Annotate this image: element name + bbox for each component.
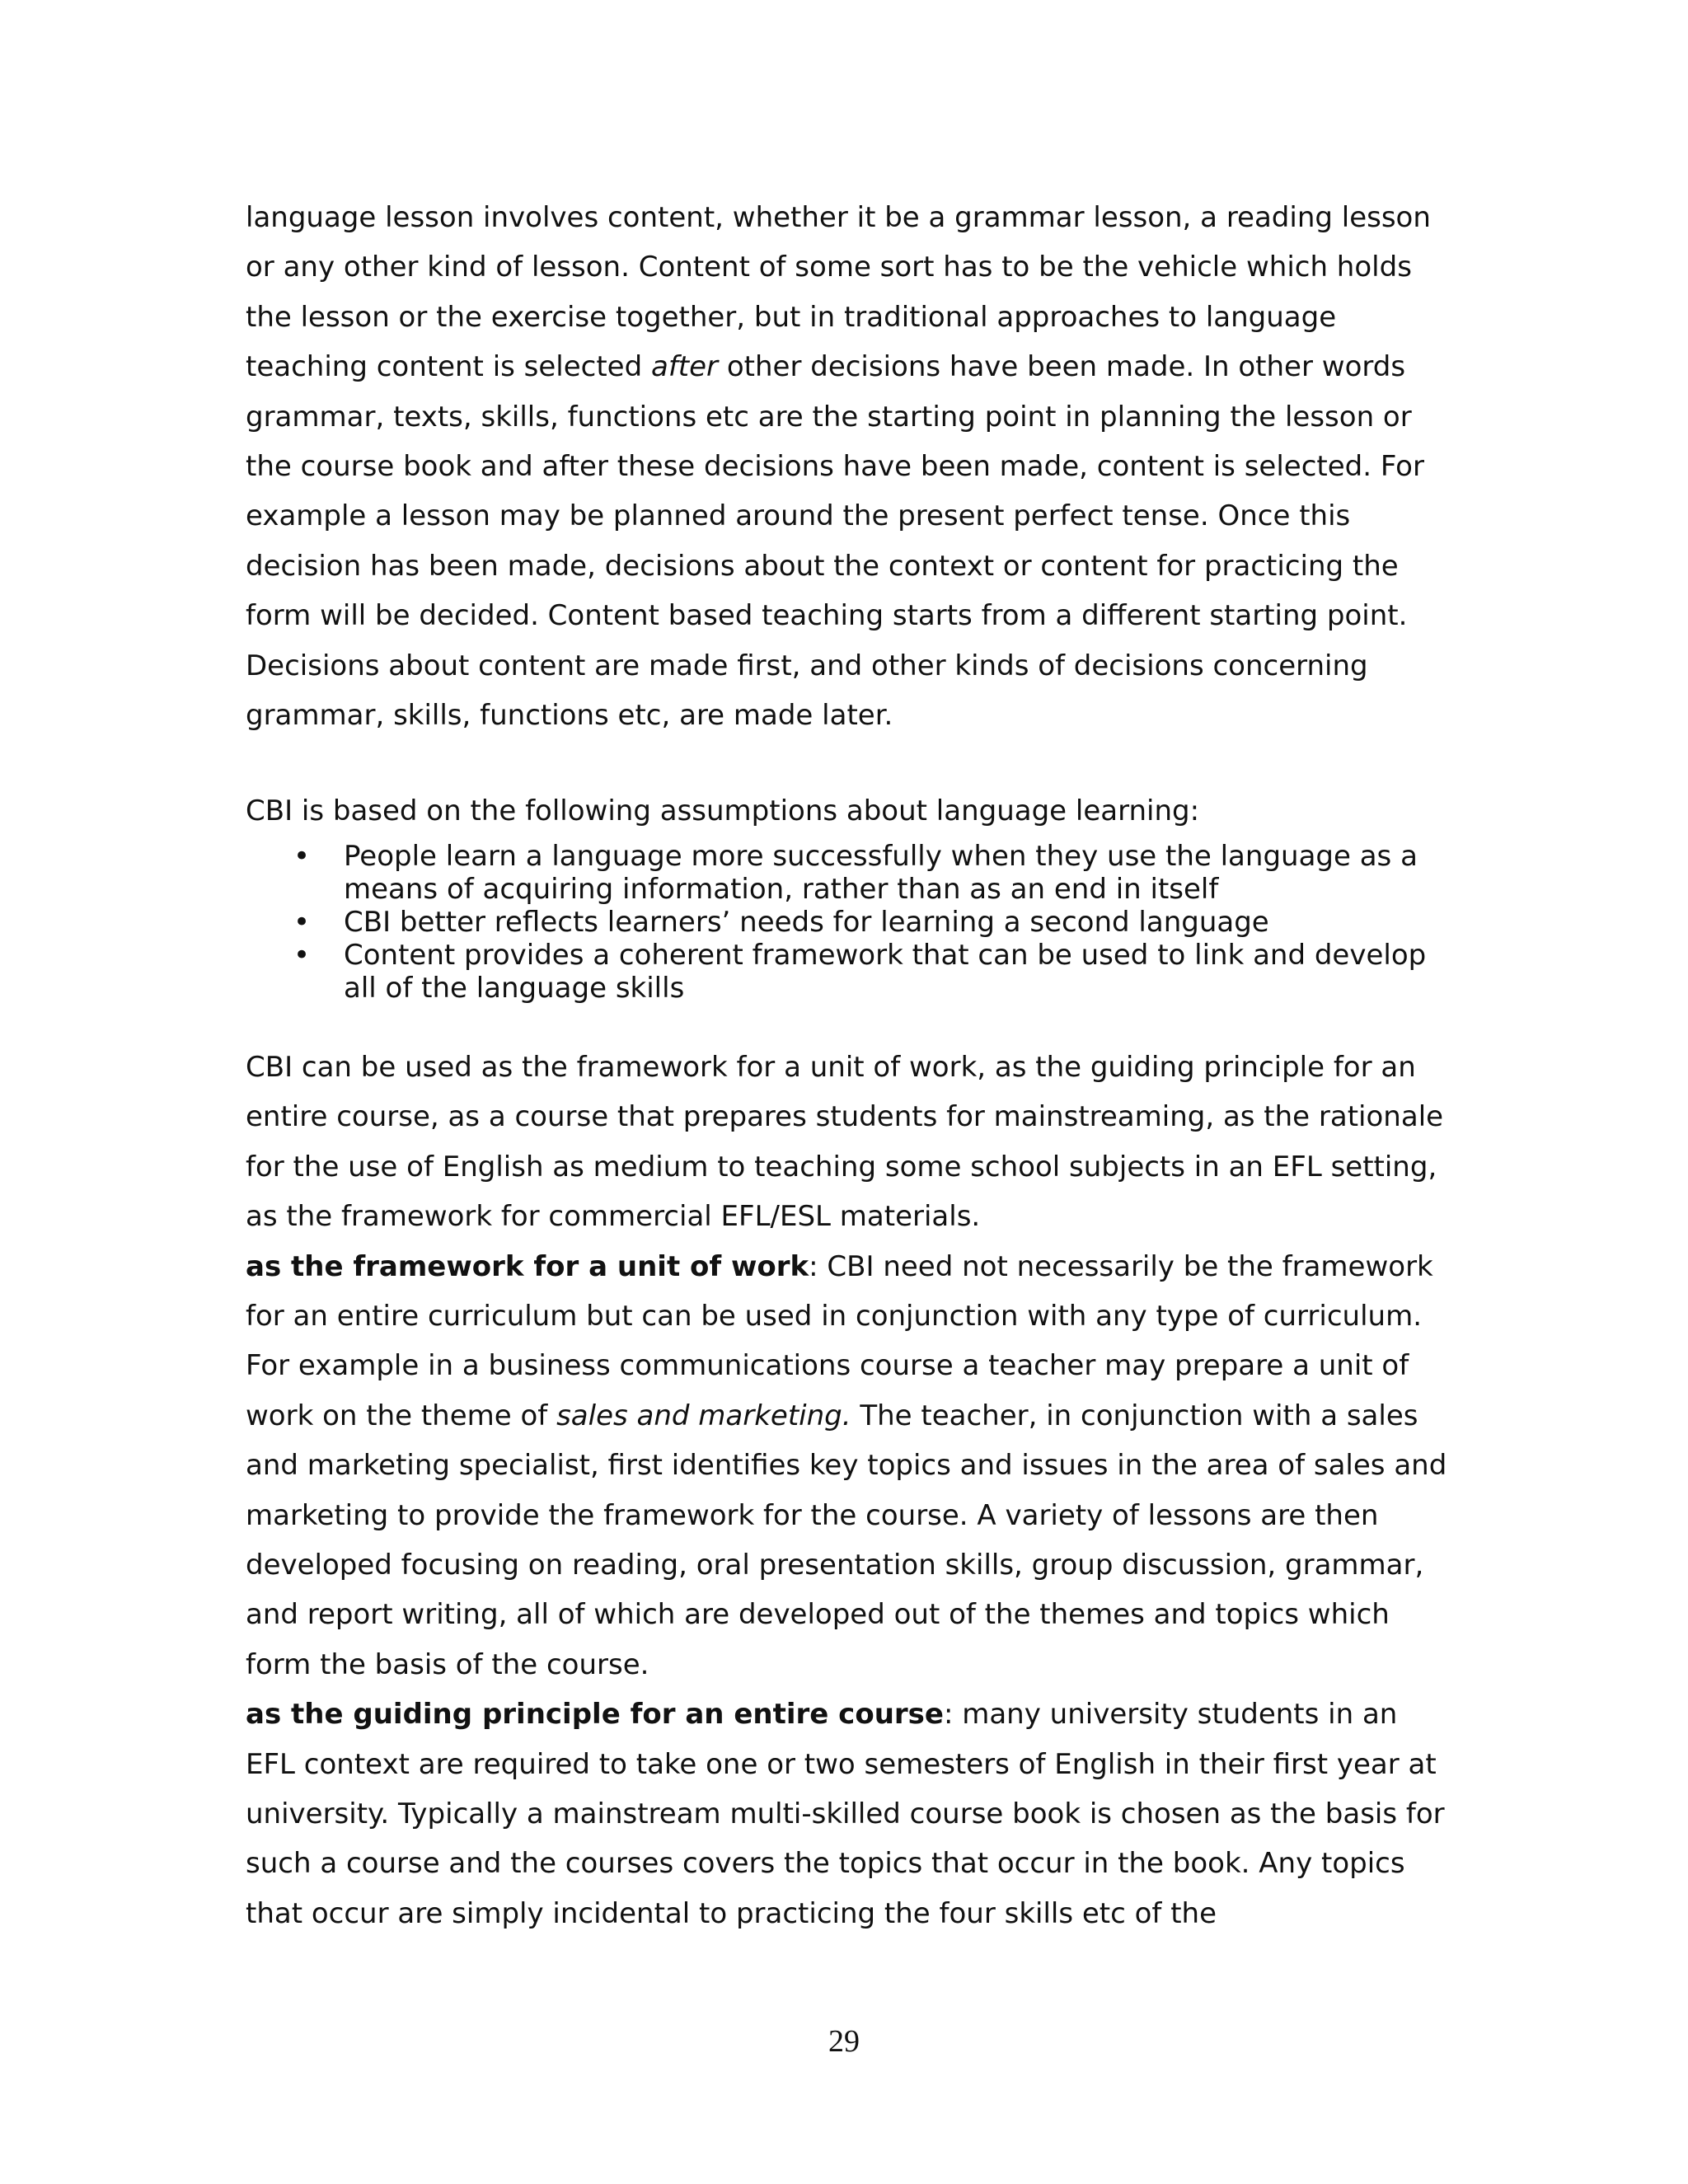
list-item — [246, 906, 1449, 939]
paragraph1-italic-after: after — [651, 350, 719, 384]
heading-entire-course: as the guiding principle for an entire course — [246, 1698, 944, 1732]
list-item — [246, 840, 1449, 906]
paragraph3-text-start: : CBI need not necessarily be the framework for an entire curriculum but can be used in conjunction with any type of curriculum. For example in a business communications course a teacher may prepare a unit of work on the theme of — [246, 1249, 1433, 1432]
list-item-text: CBI better reflects learners’ needs for learning a second language — [344, 905, 1269, 939]
paragraph1-text-end: other decisions have been made. In other words grammar, texts, skills, functions etc are the starting point in planning the lesson or the course book and after these decisions have been made, content is selected. For example a lesson may be planned around the present perfect tense. Once this decision has been made, decisions about the context or content for practicing the form will be decided. Content based teaching starts from a different starting point. Decisions about content are made first, and other kinds of decisions concerning grammar, skills, functions etc, are made later. — [246, 350, 1424, 733]
heading-unit-of-work: as the framework for a unit of work — [246, 1249, 809, 1283]
page-number: 29 — [828, 2024, 860, 2059]
assumptions-list — [246, 840, 1449, 1005]
paragraph-cbi-uses: CBI can be used as the framework for a unit of work, as the guiding principle for an entire course, as a course that prepares students for mainstreaming, as the rationale for the use of English as medium to teaching some school subjects in an EFL setting, as the framework for commercial EFL/ESL materials. — [246, 1050, 1444, 1234]
paragraph3-italic-sales: sales and marketing. — [556, 1399, 851, 1432]
paragraph-unit-of-work — [246, 1242, 1449, 1690]
bullet-icon: • — [293, 905, 311, 939]
bullet-icon: • — [293, 938, 311, 972]
paragraph1-text-start: language lesson involves content, whether it be a grammar lesson, a reading lesson or any other kind of lesson. Content of some sort has to be the vehicle which holds the lesson or the exercise together, but in traditional approaches to language teaching content is selected — [246, 201, 1431, 384]
paragraph-content-selection — [246, 193, 1449, 740]
bullet-icon: • — [293, 839, 311, 873]
paragraph4-text: : many university students in an EFL context are required to take one or two semesters of English in their first year at university. Typically a mainstream multi-skilled course book is chosen as the basis for such a course and the courses covers the topics that occur in the book. Any topics that occur are simply incidental to practicing the four skills etc of the — [246, 1698, 1445, 1930]
assumptions-intro: CBI is based on the following assumptions about language learning: — [246, 794, 1200, 828]
paragraph-entire-course — [246, 1690, 1449, 1938]
spacer — [246, 1005, 1449, 1043]
list-item-text: Content provides a coherent framework that can be used to link and develop all of the language skills — [344, 938, 1427, 1005]
page-body — [246, 193, 1449, 1938]
spacer — [246, 740, 1449, 786]
list-item — [246, 939, 1449, 1005]
list-item-text: People learn a language more successfully when they use the language as a means of acquiring information, rather than as an end in itself — [344, 839, 1418, 906]
paragraph3-text-end: The teacher, in conjunction with a sales and marketing specialist, first identifies key topics and issues in the area of sales and marketing to provide the framework for the course. A variety of lessons are then developed focusing on reading, oral presentation skills, group discussion, grammar, and report writing, all of which are developed out of the themes and topics which form the basis of the course. — [246, 1399, 1447, 1681]
